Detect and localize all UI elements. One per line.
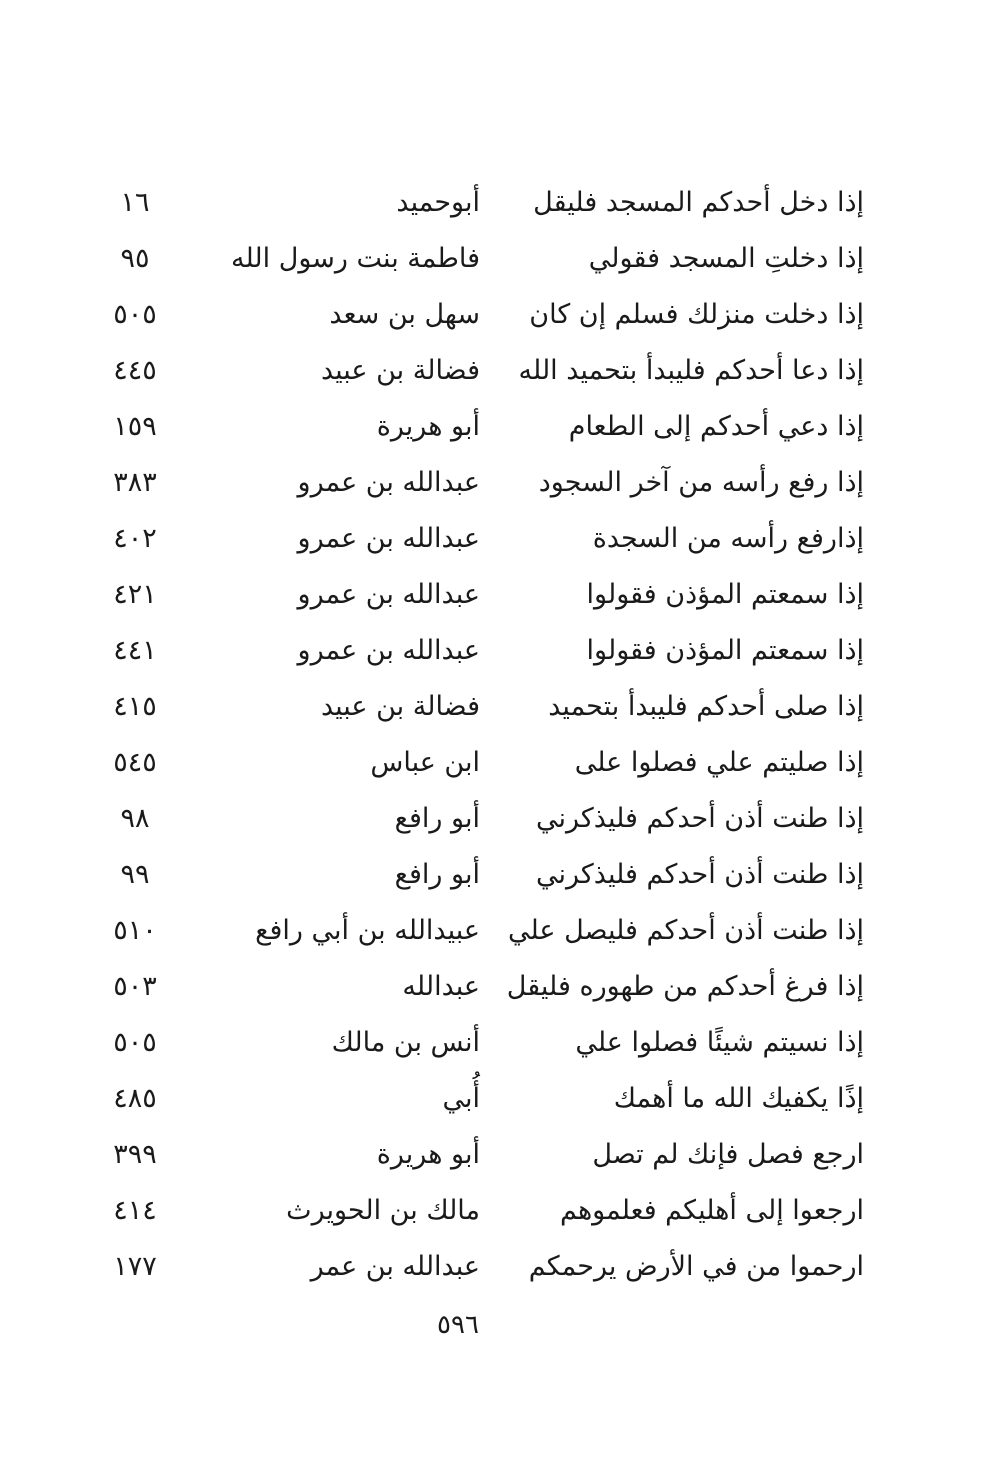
hadith-text: إذا طنت أذن أحدكم فليذكرني	[536, 803, 864, 834]
narrator-name: مالك بن الحويرث	[286, 1195, 480, 1226]
page-reference: ٤٤١	[113, 635, 157, 666]
index-row	[90, 343, 880, 399]
hadith-text: إذا فرغ أحدكم من طهوره فليقل	[506, 971, 864, 1002]
hadith-text: إذا دخلتِ المسجد فقولي	[588, 243, 864, 274]
narrator-name: عبدالله بن عمر	[310, 1251, 480, 1282]
index-row	[90, 1127, 880, 1183]
page-reference: ١٦	[120, 187, 150, 218]
narrator-name: أبو رافع	[394, 859, 480, 890]
index-row	[90, 1071, 880, 1127]
narrator-name: فضالة بن عبيد	[320, 691, 480, 722]
hadith-text: ارحموا من في الأرض يرحمكم	[528, 1251, 864, 1282]
page-reference: ٥١٠	[113, 915, 157, 946]
hadith-text: ارجع فصل فإنك لم تصل	[592, 1139, 864, 1170]
narrator-name: أبوحميد	[396, 187, 480, 218]
narrator-name: عبدالله بن عمرو	[297, 635, 480, 666]
hadith-text: إذا نسيتم شيئًا فصلوا علي	[575, 1027, 864, 1058]
index-row	[90, 231, 880, 287]
hadith-text: إذا دخل أحدكم المسجد فليقل	[533, 187, 864, 218]
index-row	[90, 1183, 880, 1239]
index-row	[90, 567, 880, 623]
hadith-text: إذا سمعتم المؤذن فقولوا	[586, 579, 864, 610]
page-reference: ٩٥	[120, 243, 150, 274]
index-row	[90, 511, 880, 567]
page-reference: ٩٩	[120, 859, 150, 890]
index-row	[90, 1015, 880, 1071]
page-reference: ٤٠٢	[113, 523, 157, 554]
index-row	[90, 287, 880, 343]
narrator-name: أبو رافع	[394, 803, 480, 834]
hadith-text: ارجعوا إلى أهليكم فعلموهم	[559, 1195, 864, 1226]
index-row	[90, 903, 880, 959]
index-row	[90, 399, 880, 455]
index-row	[90, 735, 880, 791]
page-reference: ٥٠٥	[113, 1027, 157, 1058]
page-reference: ٥٤٥	[113, 747, 157, 778]
index-row	[90, 455, 880, 511]
hadith-text: إذا سمعتم المؤذن فقولوا	[586, 635, 864, 666]
page-reference: ٣٩٩	[113, 1139, 157, 1170]
narrator-name: فاطمة بنت رسول الله	[231, 243, 480, 274]
hadith-text: إذارفع رأسه من السجدة	[592, 523, 864, 554]
page-reference: ٤٨٥	[113, 1083, 157, 1114]
index-row	[90, 679, 880, 735]
narrator-name: ابن عباس	[370, 747, 480, 778]
index-row	[90, 847, 880, 903]
page-reference: ١٥٩	[113, 411, 157, 442]
narrator-name: عبدالله	[402, 971, 480, 1002]
hadith-text: إذا دخلت منزلك فسلم إن كان	[529, 299, 864, 330]
hadith-text: إذا طنت أذن أحدكم فليصل علي	[507, 915, 864, 946]
narrator-name: عبدالله بن عمرو	[297, 467, 480, 498]
narrator-name: أُبي	[442, 1083, 480, 1114]
hadith-text: إذا صليتم علي فصلوا على	[574, 747, 864, 778]
hadith-text: إذا رفع رأسه من آخر السجود	[538, 467, 864, 498]
page-reference: ٥٠٣	[113, 971, 157, 1002]
page-reference: ٤١٤	[113, 1195, 157, 1226]
page-reference: ٤١٥	[113, 691, 157, 722]
page-reference: ١٧٧	[113, 1251, 157, 1282]
narrator-name: عبدالله بن عمرو	[297, 523, 480, 554]
index-row	[90, 175, 880, 231]
index-row	[90, 623, 880, 679]
narrator-name: عبيدالله بن أبي رافع	[255, 915, 480, 946]
page-reference: ٩٨	[120, 803, 150, 834]
hadith-index-table	[90, 175, 880, 1295]
hadith-text: إذا طنت أذن أحدكم فليذكرني	[536, 859, 864, 890]
page-number: ٥٩٦	[437, 1310, 479, 1340]
hadith-text: إذا صلى أحدكم فليبدأ بتحميد	[548, 691, 864, 722]
narrator-name: أبو هريرة	[376, 411, 480, 442]
index-row	[90, 791, 880, 847]
page-reference: ٤٤٥	[113, 355, 157, 386]
narrator-name: أبو هريرة	[376, 1139, 480, 1170]
page-reference: ٣٨٣	[113, 467, 157, 498]
narrator-name: أنس بن مالك	[331, 1027, 480, 1058]
hadith-text: إذا دعا أحدكم فليبدأ بتحميد الله	[518, 355, 864, 386]
narrator-name: سهل بن سعد	[329, 299, 480, 330]
index-row	[90, 1239, 880, 1295]
hadith-text: إذا دعي أحدكم إلى الطعام	[568, 411, 864, 442]
page-reference: ٤٢١	[113, 579, 157, 610]
page-reference: ٥٠٥	[113, 299, 157, 330]
hadith-text: إذًا يكفيك الله ما أهمك	[613, 1083, 864, 1114]
index-row	[90, 959, 880, 1015]
narrator-name: فضالة بن عبيد	[320, 355, 480, 386]
narrator-name: عبدالله بن عمرو	[297, 579, 480, 610]
